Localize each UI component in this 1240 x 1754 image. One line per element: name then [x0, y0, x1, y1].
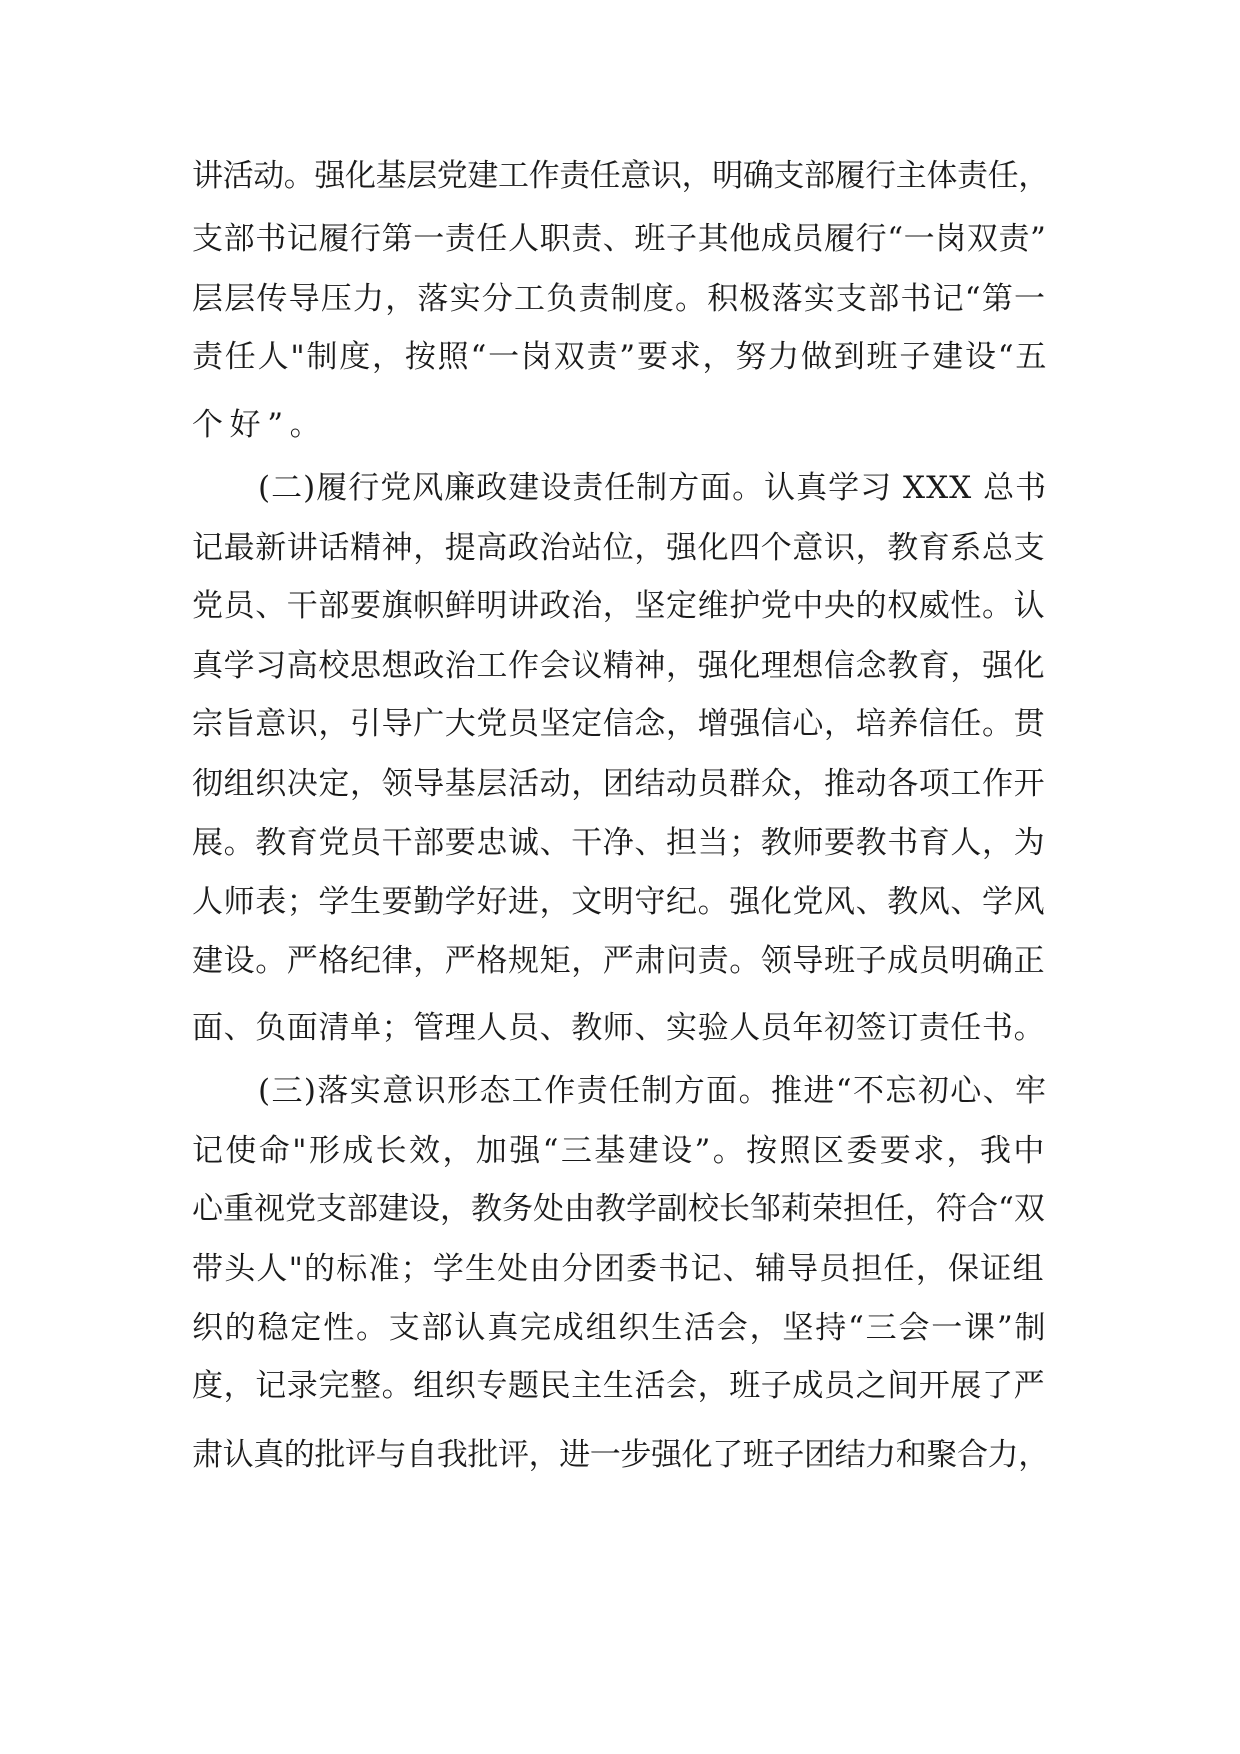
text-line: 面、负面清单；管理人员、教师、实验人员年初签订责任书。 [192, 1010, 1046, 1046]
text-line: 记使命"形成长效，加强“三基建设”。按照区委要求，我中 [192, 1133, 1047, 1169]
text-line: 层层传导压力，落实分工负责制度。积极落实支部书记“第一 [192, 281, 1047, 317]
text-line: 肃认真的批评与自我批评，进一步强化了班子团结力和聚合力， [192, 1437, 1049, 1473]
text-line: 讲活动。强化基层党建工作责任意识，明确支部履行主体责任， [192, 158, 1049, 194]
text-line: 党员、干部要旗帜鲜明讲政治，坚定维护党中央的权威性。认 [192, 588, 1046, 624]
text-line: 记最新讲话精神，提高政治站位，强化四个意识，教育系总支 [192, 530, 1046, 566]
text-line: 真学习高校思想政治工作会议精神，强化理想信念教育，强化 [192, 648, 1046, 684]
text-line: 宗旨意识，引导广大党员坚定信念，增强信心，培养信任。贯 [192, 706, 1046, 742]
text-line: 彻组织决定，领导基层活动，团结动员群众，推动各项工作开 [192, 766, 1046, 802]
text-line: 带头人"的标准；学生处由分团委书记、辅导员担任，保证组 [192, 1251, 1045, 1287]
section-heading-line: (三)落实意识形态工作责任制方面。推进“不忘初心、牢 [258, 1073, 1048, 1109]
text-line: 建设。严格纪律，严格规矩，严肃问责。领导班子成员明确正 [192, 943, 1046, 979]
text-line: 心重视党支部建设，教务处由教学副校长邹莉荣担任，符合“双 [192, 1191, 1045, 1227]
text-line: 支部书记履行第一责任人职责、班子其他成员履行“一岗双责” [192, 221, 1047, 257]
text-line: 责任人"制度，按照“一岗双责”要求，努力做到班子建设“五 [192, 339, 1049, 375]
section-heading-line: (二)履行党风廉政建设责任制方面。认真学习 XXX 总书 [258, 470, 1048, 506]
text-line: 织的稳定性。支部认真完成组织生活会，坚持“三会一课”制 [192, 1310, 1048, 1346]
text-line: 度，记录完整。组织专题民主生活会，班子成员之间开展了严 [192, 1368, 1046, 1404]
text-line: 人师表；学生要勤学好进，文明守纪。强化党风、教风、学风 [192, 884, 1046, 920]
text-line: 个好”。 [192, 407, 328, 443]
text-line: 展。教育党员干部要忠诚、干净、担当；教师要教书育人，为 [192, 825, 1046, 861]
